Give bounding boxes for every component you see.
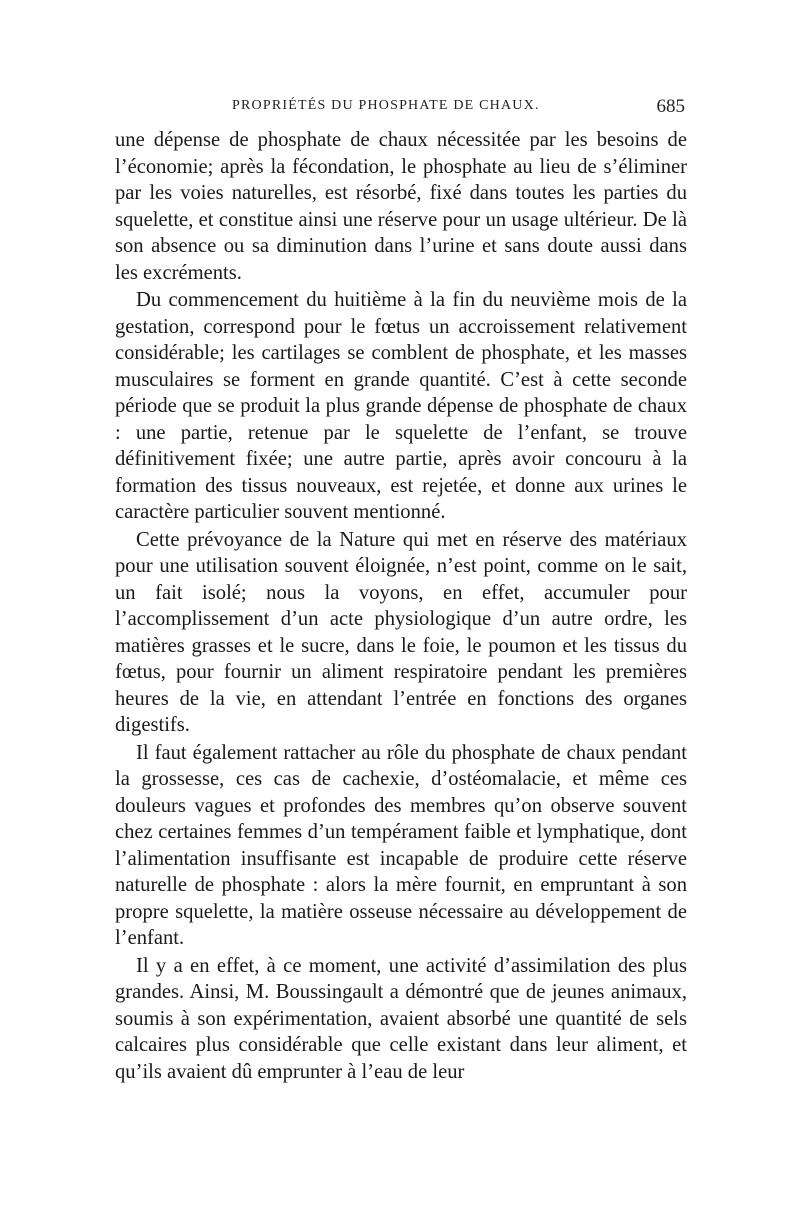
paragraph-gestation: Du commencement du huitième à la fin du neuvième mois de la gestation, correspond pour le fœtus un accroissement relativement considérable; les cartilages se comblent de phosphate, et les masses musculaires se forment en grande quantité. C’est à cette seconde période que se produit la plus grande dépense de phosphate de chaux : une partie, retenue par le squelette de l’enfant, se trouve définitivement fixée; une autre partie, après avoir concouru à la formation des tissus nouveaux, est rejetée, et donne aux urines le caractère particulier souvent mentionné. (115, 289, 687, 523)
body-text (115, 127, 687, 1085)
paragraph-assimilation: Il y a en effet, à ce moment, une activité d’assimilation des plus grandes. Ainsi, M. Boussingault a démontré que de jeunes animaux, soumis à son expérimentation, avaient absorbé une quantité de sels calcaires plus considérable que celle existant dans leur aliment, et qu’ils avaient dû emprunter à l’eau de leur (115, 954, 687, 1083)
paragraph-pregnancy: Il faut également rattacher au rôle du phosphate de chaux pendant la grossesse, ces cas de cachexie, d’ostéomalacie, et même ces douleurs vagues et profondes des membres qu’on observe souvent chez certaines femmes d’un tempérament faible et lymphatique, dont l’alimentation insuffisante est incapable de produire cette réserve naturelle de phosphate : alors la mère fournit, en empruntant à son propre squelette, la matière osseuse nécessaire au développement de l’enfant. (115, 741, 687, 949)
running-title: PROPRIÉTÉS DU PHOSPHATE DE CHAUX. (232, 98, 540, 113)
paragraph-continuation: une dépense de phosphate de chaux nécessitée par les besoins de l’économie; après la fécondation, le phosphate au lieu de s’éliminer par les voies naturelles, est résorbé, fixé dans toutes les parties du squelette, et constitue ainsi une réserve pour un usage ultérieur. De là son absence ou sa diminution dans l’urine et sans doute aussi dans les excréments. (115, 129, 687, 284)
page-number: 685 (656, 96, 685, 117)
paragraph-nature: Cette prévoyance de la Nature qui met en réserve des matériaux pour une utilisation souvent éloignée, n’est point, comme on le sait, un fait isolé; nous la voyons, en effet, accumuler pour l’accomplissement d’un acte physiologique d’un autre ordre, les matières grasses et le sucre, dans le foie, le poumon et les tissus du fœtus, pour fournir un aliment respiratoire pendant les premières heures de la vie, en attendant l’entrée en fonctions des organes digestifs. (115, 528, 687, 736)
running-head (115, 96, 685, 120)
